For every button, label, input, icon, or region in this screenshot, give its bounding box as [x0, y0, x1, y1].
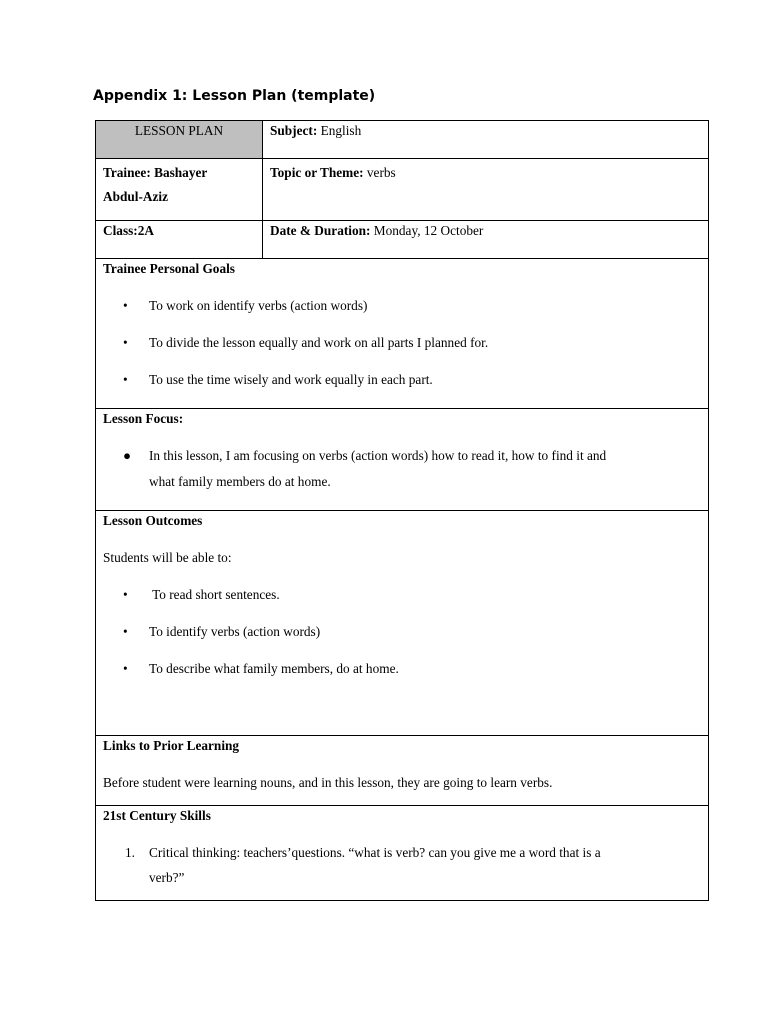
list-number: 1. [125, 845, 135, 860]
table-row [96, 221, 709, 259]
trainee-line-2: Abdul-Aziz [103, 189, 169, 204]
topic-value: verbs [366, 165, 396, 180]
list-item [103, 298, 701, 314]
topic-cell [263, 159, 709, 221]
bullet-icon: • [123, 587, 128, 602]
trainee-cell [96, 159, 263, 221]
personal-goals-title: Trainee Personal Goals [103, 261, 235, 276]
list-item-text: To identify verbs (action words) [149, 624, 321, 639]
page-title: Appendix 1: Lesson Plan (template) [93, 88, 376, 104]
list-item-text: To describe what family members, do at home. [149, 661, 399, 676]
table-row [96, 736, 709, 806]
list-item-text: To divide the lesson equally and work on all parts I planned for. [149, 335, 489, 350]
list-item [103, 372, 701, 388]
list-item-text: Critical thinking: teachers’questions. “what is verb? can you give me a word that is a [149, 845, 601, 860]
lesson-focus-section [96, 409, 709, 511]
skills-section [96, 806, 709, 901]
bullet-icon: • [123, 372, 128, 387]
lesson-outcomes-title: Lesson Outcomes [103, 513, 203, 528]
lesson-outcomes-intro: Students will be able to: [103, 550, 232, 565]
list-item [103, 587, 701, 603]
list-item [103, 624, 701, 640]
table-row [96, 511, 709, 736]
subject-cell [263, 121, 709, 159]
lesson-outcomes-list [103, 587, 701, 677]
list-item-text: verb?” [149, 870, 185, 885]
list-item-text: To use the time wisely and work equally in each part. [149, 372, 433, 387]
bullet-icon: • [123, 335, 128, 350]
bullet-icon: • [123, 661, 128, 676]
prior-learning-text: Before student were learning nouns, and in this lesson, they are going to learn verbs. [103, 775, 553, 790]
personal-goals-list [103, 298, 701, 388]
lesson-outcomes-section [96, 511, 709, 736]
list-item [103, 335, 701, 351]
table-row [96, 409, 709, 511]
date-cell [263, 221, 709, 259]
table-row [96, 259, 709, 409]
lesson-focus-list [103, 443, 701, 495]
date-label: Date & Duration: [270, 223, 371, 238]
bullet-icon: ● [123, 448, 132, 463]
list-item-text: what family members do at home. [149, 474, 331, 489]
table-row [96, 121, 709, 159]
list-item [103, 661, 701, 677]
list-item-text: To read short sentences. [149, 587, 280, 602]
skills-list [103, 840, 701, 890]
lesson-plan-header-cell [96, 121, 263, 159]
class-text: Class:2A [103, 223, 154, 238]
table-row [96, 159, 709, 221]
subject-value: English [320, 123, 362, 138]
lesson-plan-label: LESSON PLAN [134, 123, 224, 138]
bullet-icon: • [123, 624, 128, 639]
trainee-line-1: Trainee: Bashayer [103, 165, 208, 180]
date-value: Monday, 12 October [373, 223, 484, 238]
bullet-icon: • [123, 298, 128, 313]
table-row [96, 806, 709, 901]
prior-learning-title: Links to Prior Learning [103, 738, 240, 753]
prior-learning-section [96, 736, 709, 806]
subject-label: Subject: [270, 123, 318, 138]
list-item [103, 443, 701, 495]
lesson-plan-table [95, 120, 709, 901]
skills-title: 21st Century Skills [103, 808, 211, 823]
class-cell [96, 221, 263, 259]
topic-label: Topic or Theme: [270, 165, 364, 180]
list-item [103, 840, 701, 890]
list-item-text: To work on identify verbs (action words) [149, 298, 368, 313]
personal-goals-section [96, 259, 709, 409]
list-item-text: In this lesson, I am focusing on verbs (action words) how to read it, how to find it and [149, 448, 607, 463]
lesson-focus-title: Lesson Focus: [103, 411, 184, 426]
